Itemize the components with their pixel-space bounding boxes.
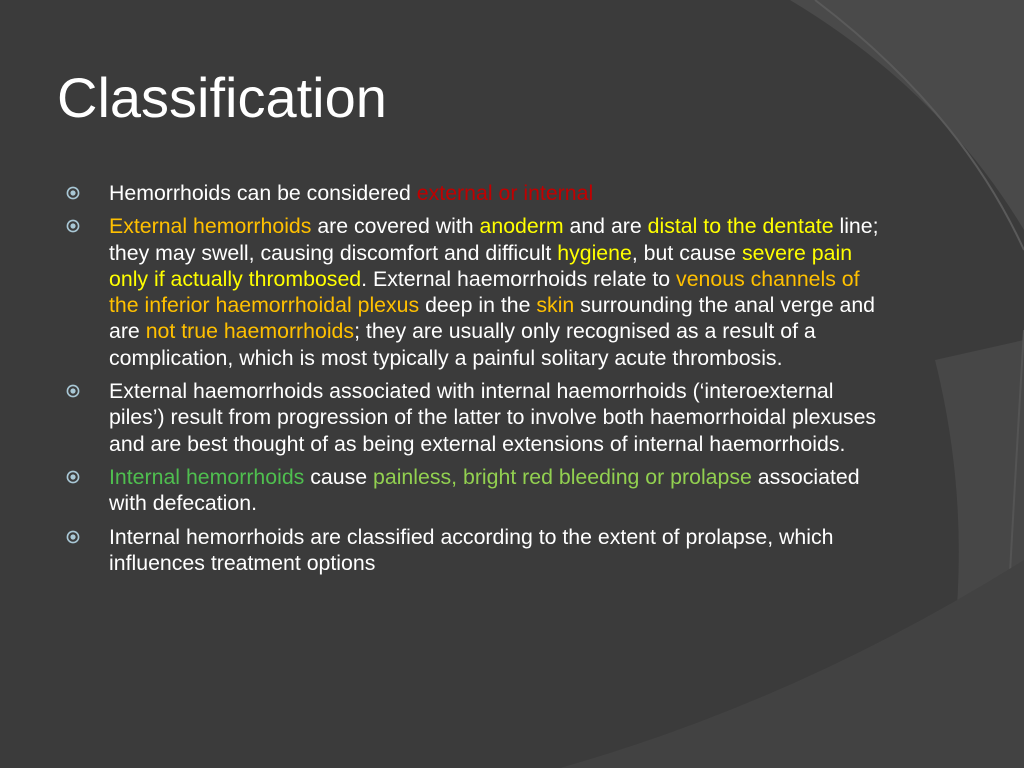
slide-title: Classification	[57, 66, 387, 129]
bullet-text: and are	[563, 214, 648, 239]
bullet-text: surrounding the anal verge and are	[109, 293, 876, 344]
highlighted-text: hygiene	[557, 240, 632, 265]
highlighted-text: Internal hemorrhoids	[109, 464, 305, 489]
circled-dot-icon	[66, 384, 80, 398]
highlighted-text: skin	[536, 293, 575, 318]
circled-dot-icon	[66, 186, 80, 200]
highlighted-text: severe pain only if actually thrombosed	[109, 240, 853, 291]
bullet-text: , but cause	[631, 240, 742, 265]
bullet-text: line; they may swell, causing discomfort and difficult	[109, 214, 879, 265]
bullet-text: cause	[304, 464, 373, 489]
bullet-text: deep in the	[419, 293, 537, 318]
highlighted-text: External hemorrhoids	[109, 214, 312, 239]
circled-dot-icon	[66, 219, 80, 233]
bullet-item	[66, 213, 881, 371]
bullet-text: are covered with	[311, 214, 480, 239]
circled-dot-icon	[66, 530, 80, 544]
circled-dot-icon	[66, 470, 80, 484]
bullet-item	[66, 180, 881, 206]
bullet-item	[66, 524, 881, 577]
highlighted-text: venous channels of the inferior haemorrhoidal plexus	[109, 266, 860, 318]
bullet-item	[66, 464, 881, 517]
highlighted-text: not true haemorrhoids	[145, 319, 355, 344]
bullet-item	[66, 378, 881, 457]
highlighted-text: anoderm	[479, 214, 564, 239]
highlighted-text: distal to the dentate	[647, 214, 834, 239]
bullet-list	[66, 180, 881, 583]
bullet-text: ; they are usually only recognised as a result of a complication, which is most typically a painful solitary acute thrombosis.	[109, 319, 816, 370]
bullet-text: associated with defecation.	[109, 464, 860, 516]
highlighted-text: external or internal	[416, 181, 594, 205]
highlighted-text: painless, bright red bleeding or prolapse	[373, 464, 752, 489]
decor-band-bottom	[560, 560, 1024, 768]
bullet-text: External haemorrhoids associated with internal haemorrhoids (‘interoexternal piles’) result from progression of the latter to involve both haemorrhoidal plexuses and are best thought of as being external extensions of internal haemorrhoids.	[109, 379, 877, 456]
bullet-text: Internal hemorrhoids are classified according to the extent of prolapse, which influences treatment options	[109, 524, 834, 575]
bullet-text: . External haemorrhoids relate to	[361, 266, 677, 291]
bullet-text: Hemorrhoids can be considered	[109, 181, 417, 205]
